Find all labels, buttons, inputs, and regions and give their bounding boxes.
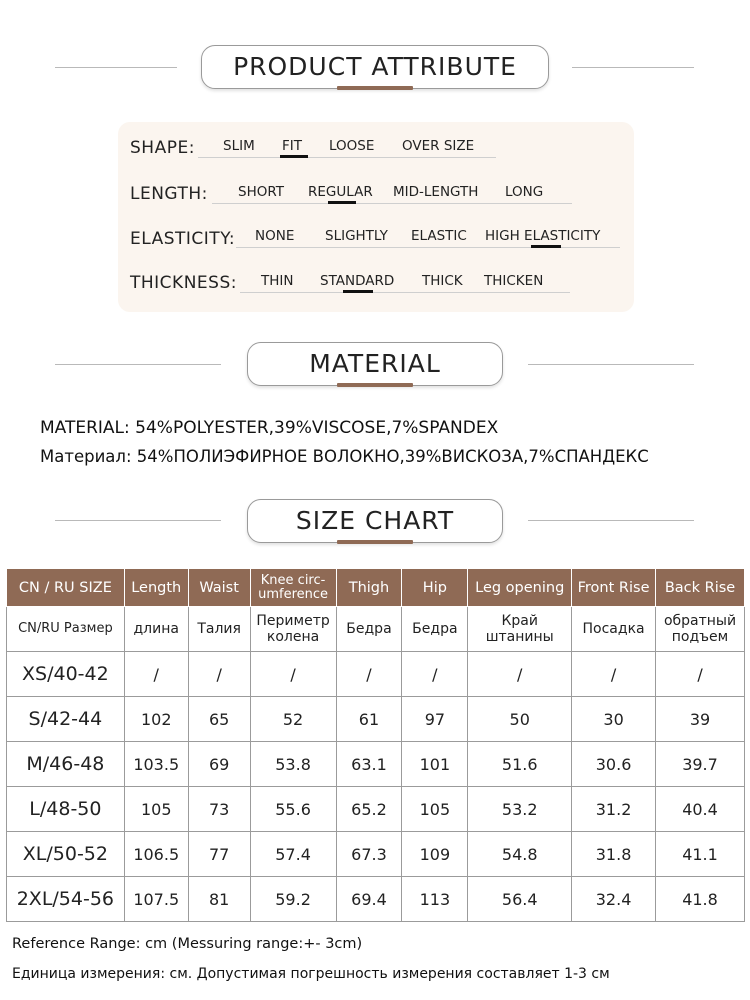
title-accent-bar: [337, 383, 413, 387]
table-cell: 30: [572, 697, 656, 742]
size-cell: XS/40-42: [7, 652, 125, 697]
size-cell: L/48-50: [7, 787, 125, 832]
material-en: [40, 418, 498, 438]
material-en-label: MATERIAL:: [40, 418, 130, 438]
divider-left: [55, 67, 177, 68]
table-cell: 65: [188, 697, 250, 742]
attr-line-length: [212, 203, 572, 204]
table-cell: 81: [188, 877, 250, 922]
table-cell: /: [572, 652, 656, 697]
table-cell: 32.4: [572, 877, 656, 922]
header-cell: Front Rise: [572, 569, 656, 607]
table-cell: 53.2: [468, 787, 572, 832]
table-cell: 59.2: [250, 877, 336, 922]
table-cell: /: [250, 652, 336, 697]
table-cell: 55.6: [250, 787, 336, 832]
attr-option: SLIM: [223, 138, 255, 154]
table-header-row-ru: [7, 607, 745, 652]
table-cell: 105: [402, 787, 468, 832]
table-cell: 40.4: [656, 787, 745, 832]
header-cell: Бедра: [336, 607, 402, 652]
size-cell: S/42-44: [7, 697, 125, 742]
table-cell: 107.5: [124, 877, 188, 922]
table-row: [7, 877, 745, 922]
attr-option: SHORT: [238, 184, 284, 200]
table-cell: 61: [336, 697, 402, 742]
table-cell: 63.1: [336, 742, 402, 787]
divider-left: [55, 364, 221, 365]
table-cell: 57.4: [250, 832, 336, 877]
attr-option: THIN: [261, 273, 294, 289]
table-cell: 56.4: [468, 877, 572, 922]
attr-option: NONE: [255, 228, 295, 244]
table-cell: 65.2: [336, 787, 402, 832]
material-en-value: 54%POLYESTER,39%VISCOSE,7%SPANDEX: [135, 418, 499, 438]
table-row: [7, 742, 745, 787]
attr-line-shape: [198, 157, 496, 158]
header-cell: Back Rise: [656, 569, 745, 607]
section-title-text: SIZE CHART: [295, 506, 455, 535]
section-title-text: PRODUCT ATTRIBUTE: [233, 52, 517, 81]
table-cell: 41.8: [656, 877, 745, 922]
table-cell: 73: [188, 787, 250, 832]
header-cell: Knee circ- umference: [250, 569, 336, 607]
material-ru: [40, 447, 649, 466]
selected-marker-thickness: [343, 290, 373, 293]
header-cell: Посадка: [572, 607, 656, 652]
section-title-material: [247, 342, 503, 386]
table-cell: 31.8: [572, 832, 656, 877]
table-cell: 113: [402, 877, 468, 922]
table-cell: 69.4: [336, 877, 402, 922]
attr-option: HIGH ELASTICITY: [485, 228, 601, 244]
table-cell: 53.8: [250, 742, 336, 787]
header-cell: Бедра: [402, 607, 468, 652]
title-accent-bar: [337, 86, 413, 90]
table-cell: /: [124, 652, 188, 697]
selected-marker-elasticity: [531, 245, 561, 248]
header-cell: Length: [124, 569, 188, 607]
size-cell: 2XL/54-56: [7, 877, 125, 922]
table-cell: 41.1: [656, 832, 745, 877]
size-cell: M/46-48: [7, 742, 125, 787]
divider-right: [572, 67, 694, 68]
section-title-text: MATERIAL: [309, 349, 441, 378]
selected-marker-shape: [280, 155, 308, 158]
attr-option: REGULAR: [308, 184, 373, 200]
table-cell: /: [656, 652, 745, 697]
attr-option: MID-LENGTH: [393, 184, 479, 200]
table-cell: /: [402, 652, 468, 697]
table-cell: 109: [402, 832, 468, 877]
material-ru-value: 54%ПОЛИЭФИРНОЕ ВОЛОКНО,39%ВИСКОЗА,7%СПАНДЕКС: [136, 447, 649, 466]
selected-marker-length: [328, 201, 356, 204]
attr-option: STANDARD: [320, 273, 395, 289]
table-cell: 67.3: [336, 832, 402, 877]
divider-right: [528, 364, 694, 365]
table-row: [7, 697, 745, 742]
table-cell: 102: [124, 697, 188, 742]
table-cell: 101: [402, 742, 468, 787]
attr-line-elasticity: [236, 247, 620, 248]
table-row: [7, 832, 745, 877]
table-row: [7, 652, 745, 697]
material-ru-label: Материал:: [40, 447, 132, 466]
attr-line-thickness: [240, 292, 570, 293]
table-cell: /: [336, 652, 402, 697]
header-cell: длина: [124, 607, 188, 652]
divider-left: [55, 520, 221, 521]
table-cell: 54.8: [468, 832, 572, 877]
header-cell: Leg opening: [468, 569, 572, 607]
table-header-row: [7, 569, 745, 607]
table-cell: 31.2: [572, 787, 656, 832]
section-title-size-chart: [247, 499, 503, 543]
table-cell: 69: [188, 742, 250, 787]
table-cell: 39.7: [656, 742, 745, 787]
header-cell: Waist: [188, 569, 250, 607]
table-cell: 105: [124, 787, 188, 832]
size-chart-table: [6, 568, 745, 922]
table-row: [7, 787, 745, 832]
header-cell: CN/RU Размер: [7, 607, 125, 652]
header-cell: обратный подъем: [656, 607, 745, 652]
attr-label-elasticity: ELASTICITY:: [130, 229, 236, 249]
table-cell: /: [468, 652, 572, 697]
size-cell: XL/50-52: [7, 832, 125, 877]
section-title-product-attribute: [201, 45, 549, 89]
table-cell: 103.5: [124, 742, 188, 787]
attr-option: LONG: [505, 184, 544, 200]
table-cell: 51.6: [468, 742, 572, 787]
header-cell: Периметр колена: [250, 607, 336, 652]
attr-label-thickness: THICKNESS:: [130, 273, 237, 293]
measurement-unit-note-ru: Единица измерения: см. Допустимая погрешность измерения составляет 1-3 см: [12, 966, 610, 982]
attr-option: ELASTIC: [411, 228, 467, 244]
table-cell: 97: [402, 697, 468, 742]
table-cell: 52: [250, 697, 336, 742]
header-cell: CN / RU SIZE: [7, 569, 125, 607]
table-cell: 39: [656, 697, 745, 742]
reference-range-note: Reference Range: cm (Messuring range:+- 3cm): [12, 936, 363, 952]
table-cell: 50: [468, 697, 572, 742]
title-accent-bar: [337, 540, 413, 544]
attr-label-length: LENGTH:: [130, 184, 208, 204]
table-cell: 30.6: [572, 742, 656, 787]
attr-option: THICK: [422, 273, 463, 289]
attr-option: THICKEN: [484, 273, 544, 289]
attr-label-shape: SHAPE:: [130, 138, 195, 158]
header-cell: Талия: [188, 607, 250, 652]
table-cell: /: [188, 652, 250, 697]
attr-option: LOOSE: [329, 138, 375, 154]
divider-right: [528, 520, 694, 521]
header-cell: Thigh: [336, 569, 402, 607]
table-cell: 106.5: [124, 832, 188, 877]
attr-option: OVER SIZE: [402, 138, 475, 154]
header-cell: Край штанины: [468, 607, 572, 652]
attr-option: SLIGHTLY: [325, 228, 388, 244]
table-cell: 77: [188, 832, 250, 877]
attr-option: FIT: [282, 138, 302, 154]
header-cell: Hip: [402, 569, 468, 607]
